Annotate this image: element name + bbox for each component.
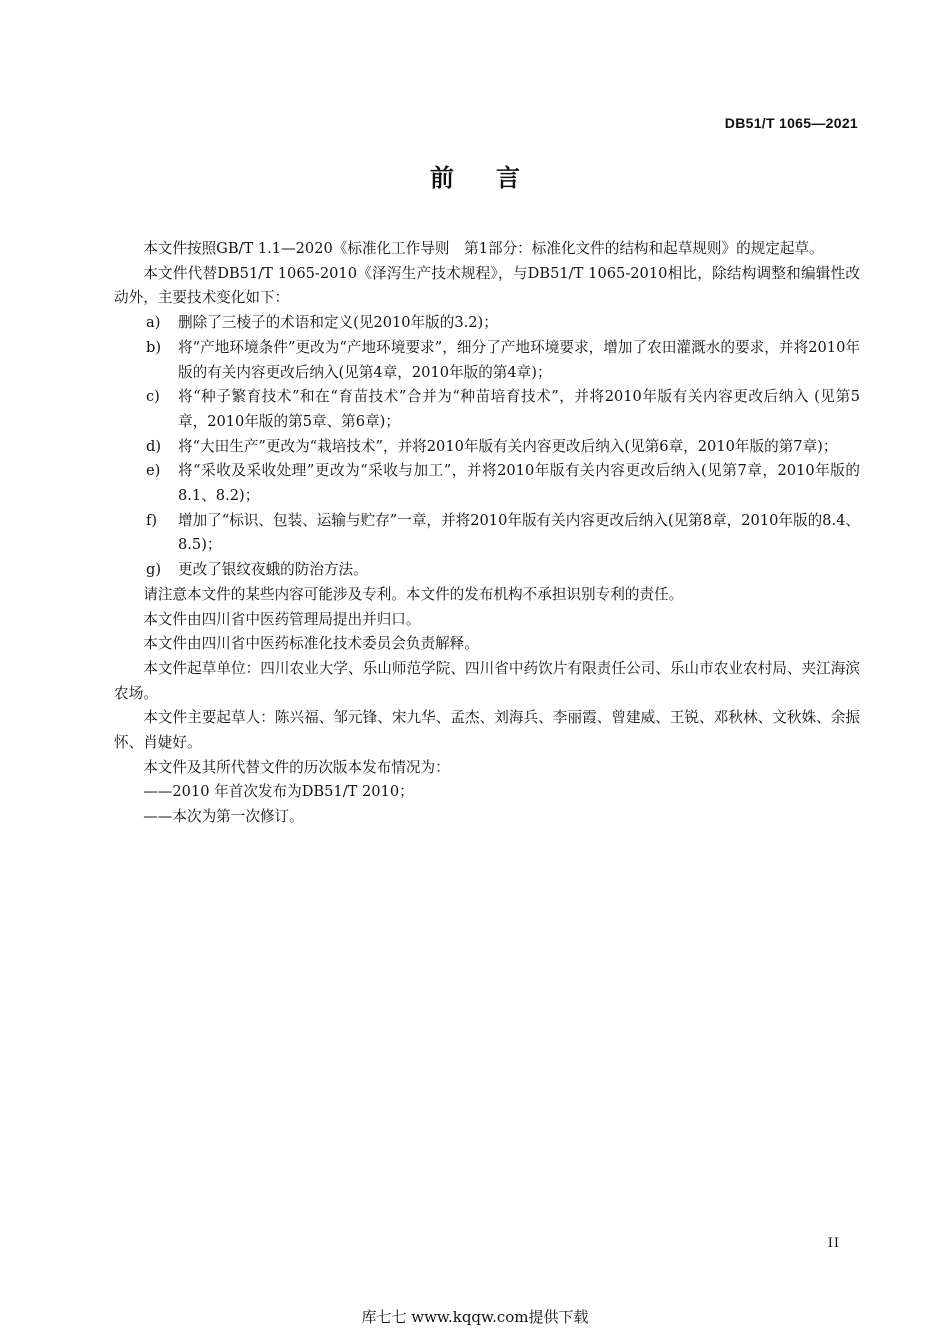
interpretation-note: 本文件由四川省中医药标准化技术委员会负责解释。 [143,635,479,653]
title-char-2: 言 [496,164,520,192]
history-intro: 本文件及其所代替文件的历次版本发布情况为： [143,758,450,776]
title-char-1: 前 [430,164,454,192]
change-label: f) [146,511,158,529]
drafting-units: 本文件起草单位：四川农业大学、乐山师范学院、四川省中药饮片有限责任公司、乐山市农业农村局、夹江海滨农场。 [114,659,860,702]
change-item-d [114,435,860,460]
change-label: g) [146,561,162,579]
change-label: d) [146,437,162,455]
standard-code: DB51/T 1065—2021 [724,115,858,131]
change-item-e [114,459,860,508]
change-text: 将“产地环境条件”更改为“产地环境要求”，细分了产地环境要求，增加了农田灌溉水的要求，并将2010年版的有关内容更改后纳入(见第4章，2010年版的第4章)； [178,338,860,381]
change-label: a) [146,314,161,332]
change-text: 删除了三棱子的术语和定义(见2010年版的3.2)； [178,314,498,332]
patent-note: 请注意本文件的某些内容可能涉及专利。本文件的发布机构不承担识别专利的责任。 [143,585,684,603]
page-number: II [827,1236,840,1251]
page-title [0,158,950,193]
change-label: b) [146,338,162,356]
proposer-note: 本文件由四川省中医药管理局提出并归口。 [143,610,421,628]
change-label: e) [146,462,161,480]
change-text: 增加了“标识、包装、运输与贮存”一章，并将2010年版有关内容更改后纳入(见第8章，2010年版的8.4、8.5)； [178,511,860,554]
change-item-a [114,311,860,336]
change-item-g [114,558,860,583]
change-item-c [114,385,860,434]
change-item-b [114,336,860,385]
change-text: 更改了银纹夜蛾的防治方法。 [178,561,368,579]
history-item: ——本次为第一次修订。 [143,808,304,826]
document-body [114,237,860,830]
history-item: ——2010 年首次发布为DB51/T 2010； [143,783,414,801]
change-text: 将“大田生产”更改为“栽培技术”，并将2010年版有关内容更改后纳入(见第6章，2010年版的第7章)； [178,437,838,455]
change-label: c) [146,388,160,406]
main-drafters: 本文件主要起草人：陈兴福、邹元锋、宋九华、孟杰、刘海兵、李丽霞、曾建威、王锐、邓秋林、文秋姝、余振怀、肖婕好。 [114,709,860,752]
intro-paragraph-2: 本文件代替DB51/T 1065-2010《泽泻生产技术规程》，与DB51/T 1065-2010相比，除结构调整和编辑性改动外，主要技术变化如下： [114,264,860,307]
intro-paragraph-1: 本文件按照GB/T 1.1—2020《标准化工作导则 第1部分：标准化文件的结构和起草规则》的规定起草。 [143,240,824,257]
change-text: 将“采收及采收处理”更改为“采收与加工”，并将2010年版有关内容更改后纳入(见第7章，2010年版的8.1、8.2)； [178,462,860,505]
change-text: 将“种子繁育技术”和在“育苗技术”合并为“种苗培育技术”，并将2010年版有关内容更改后纳入 (见第5章，2010年版的第5章、第6章)； [178,388,860,430]
footer-watermark: 库七七 www.kqqw.com提供下载 [361,1308,589,1326]
change-list [114,311,860,583]
change-item-f [114,509,860,558]
